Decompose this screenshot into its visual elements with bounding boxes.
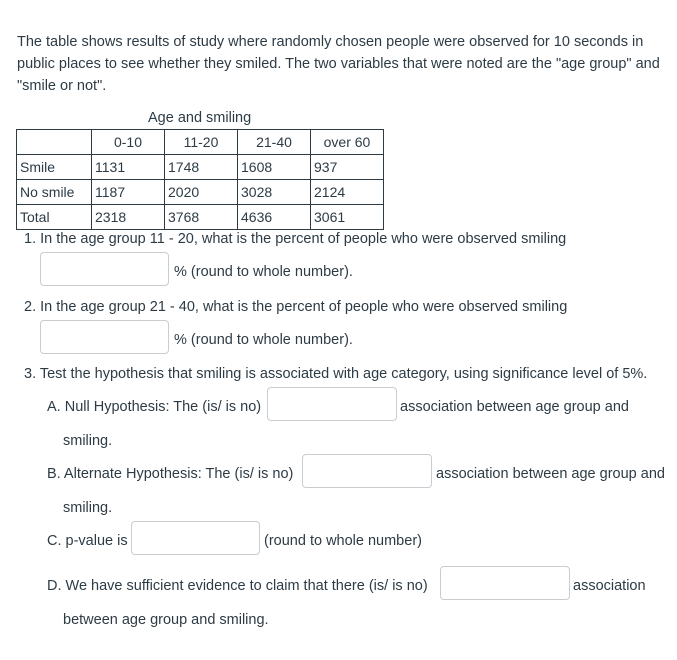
- q3c-suffix: (round to whole number): [264, 533, 422, 549]
- table-cell: 3061: [311, 205, 384, 230]
- q2-answer-input[interactable]: [40, 320, 169, 354]
- q3d-continuation: between age group and smiling.: [63, 612, 269, 628]
- q1-text: 1. In the age group 11 - 20, what is the percent of people who were observed smiling: [24, 231, 567, 247]
- q1-suffix: % (round to whole number).: [174, 264, 353, 280]
- q1-answer-input[interactable]: [40, 252, 169, 286]
- alternate-hypothesis-input[interactable]: [302, 454, 432, 488]
- q3c-prefix: C. p-value is: [47, 533, 128, 549]
- table-row: [17, 155, 384, 180]
- table-cell: 2020: [165, 180, 238, 205]
- table-row: [17, 180, 384, 205]
- p-value-input[interactable]: [131, 521, 260, 555]
- column-header: 11-20: [165, 130, 238, 155]
- q2-text: 2. In the age group 21 - 40, what is the percent of people who were observed smiling: [24, 299, 568, 315]
- q3d-prefix: D. We have sufficient evidence to claim that there (is/ is no): [47, 578, 428, 594]
- q3b-continuation: smiling.: [63, 500, 113, 516]
- table-caption: Age and smiling: [148, 110, 252, 126]
- table-cell: 1131: [92, 155, 165, 180]
- intro-text: The table shows results of study where randomly chosen people were observed for 10 seconds in public places to see whether they smiled. The two variables that were noted are the "age group" and "smile or not".: [17, 34, 660, 94]
- table-cell: 1608: [238, 155, 311, 180]
- column-header: 0-10: [92, 130, 165, 155]
- row-label: No smile: [17, 180, 92, 205]
- q3-text: 3. Test the hypothesis that smiling is associated with age category, using significance level of 5%.: [24, 366, 648, 382]
- age-smiling-table: [16, 129, 384, 230]
- null-hypothesis-input[interactable]: [267, 387, 397, 421]
- table-cell: 3768: [165, 205, 238, 230]
- row-label: Smile: [17, 155, 92, 180]
- table-cell: 2124: [311, 180, 384, 205]
- table-cell: 2318: [92, 205, 165, 230]
- q3a-prefix: A. Null Hypothesis: The (is/ is no): [47, 399, 262, 415]
- column-header: 21-40: [238, 130, 311, 155]
- column-header: [17, 130, 92, 155]
- q3a-continuation: smiling.: [63, 433, 113, 449]
- column-header: over 60: [311, 130, 384, 155]
- q3b-prefix: B. Alternate Hypothesis: The (is/ is no): [47, 466, 294, 482]
- table-cell: 4636: [238, 205, 311, 230]
- table-cell: 1748: [165, 155, 238, 180]
- table-cell: 1187: [92, 180, 165, 205]
- q2-suffix: % (round to whole number).: [174, 332, 353, 348]
- q3b-suffix: association between age group and: [436, 466, 665, 482]
- q3a-suffix: association between age group and: [400, 399, 629, 415]
- table-row: [17, 205, 384, 230]
- row-label: Total: [17, 205, 92, 230]
- table-cell: 937: [311, 155, 384, 180]
- q3d-suffix: association: [573, 578, 646, 594]
- table-header-row: [17, 130, 384, 155]
- evidence-conclusion-input[interactable]: [440, 566, 570, 600]
- table-cell: 3028: [238, 180, 311, 205]
